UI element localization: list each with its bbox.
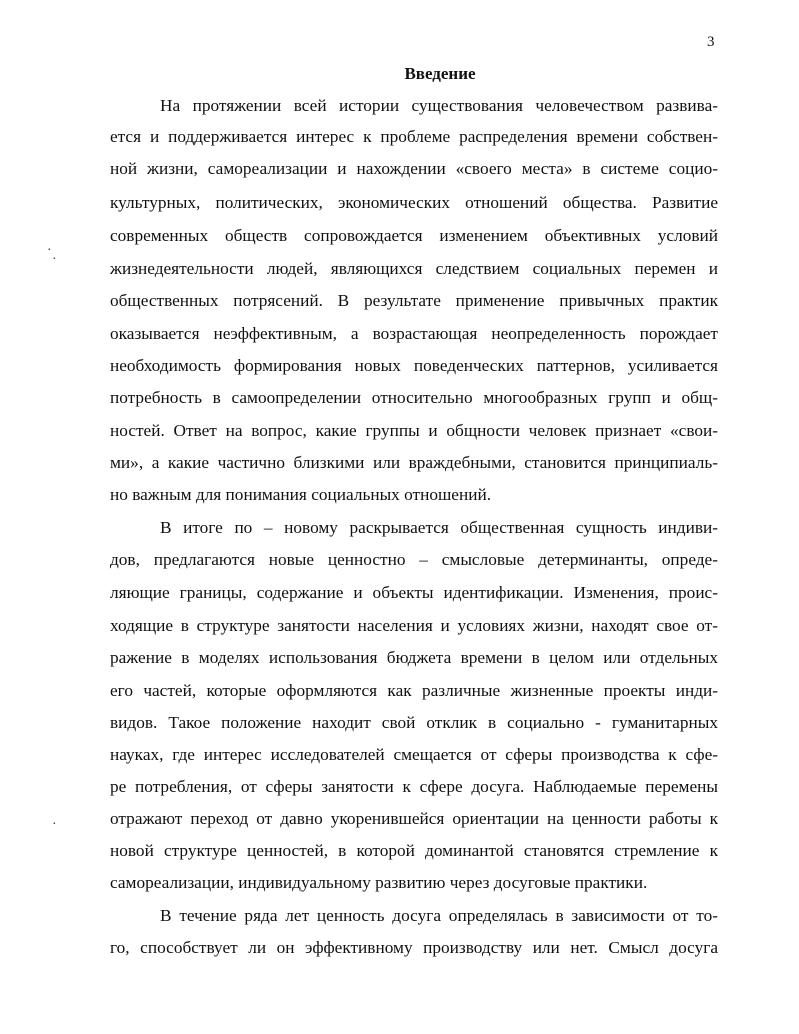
paragraph-1-line: жизнедеятельности людей, являющихся следствием социальных перемен и <box>110 259 718 278</box>
paragraph-3-line: В течение ряда лет ценность досуга определялась в зависимости от то- <box>160 906 718 925</box>
paragraph-1-line: но важным для понимания социальных отношений. <box>110 485 492 504</box>
paragraph-1-line: потребность в самоопределении относительно многообразных групп и общ- <box>110 388 718 407</box>
paragraph-2-line: видов. Такое положение находит свой отклик в социально - гуманитарных <box>110 713 718 732</box>
paragraph-2-line: ражение в моделях использования бюджета времени в целом или отдельных <box>110 648 718 667</box>
paragraph-2-line: его частей, которые оформляются как различные жизненные проекты инди- <box>110 681 718 700</box>
paragraph-2-line: дов, предлагаются новые ценностно – смысловые детерминанты, опреде- <box>110 550 718 569</box>
paragraph-2-line: отражают переход от давно укоренившейся ориентации на ценности работы к <box>110 809 718 828</box>
paragraph-1-line: оказывается неэффективным, а возрастающая неопределенность порождает <box>110 324 718 343</box>
scan-speck: · <box>52 252 57 267</box>
scan-speck: · <box>47 243 52 258</box>
paragraph-1-line: ной жизни, самореализации и нахождении «своего места» в системе социо- <box>110 159 718 178</box>
paragraph-1-line: необходимость формирования новых поведенческих паттернов, усиливается <box>110 356 718 375</box>
paragraph-3-line: го, способствует ли он эффективному производству или нет. Смысл досуга <box>110 938 718 957</box>
paragraph-1-line: ется и поддерживается интерес к проблеме распределения времени собствен- <box>110 127 718 146</box>
paragraph-1-line: На протяжении всей истории существования человечеством развива- <box>160 96 718 115</box>
page-number: 3 <box>707 34 715 50</box>
paragraph-2-line: В итоге по – новому раскрывается общественная сущность индиви- <box>160 518 718 537</box>
paragraph-1-line: культурных, политических, экономических отношений общества. Развитие <box>110 193 718 212</box>
scan-speck: · <box>52 817 57 832</box>
paragraph-2-line: самореализации, индивидуальному развитию через досуговые практики. <box>110 873 648 892</box>
paragraph-1-line: современных обществ сопровождается изменением объективных условий <box>110 226 718 245</box>
paragraph-2-line: науках, где интерес исследователей смещается от сферы производства к сфе- <box>110 745 718 764</box>
paragraph-1-line: общественных потрясений. В результате применение привычных практик <box>110 291 718 310</box>
section-heading: Введение <box>404 64 476 83</box>
paragraph-1-line: ностей. Ответ на вопрос, какие группы и общности человек признает «свои- <box>110 421 718 440</box>
paragraph-2-line: ходящие в структуре занятости населения и условиях жизни, находят свое от- <box>110 616 718 635</box>
paragraph-1-line: ми», а какие частично близкими или враждебными, становится принципиаль- <box>110 453 718 472</box>
paragraph-2-line: ляющие границы, содержание и объекты идентификации. Изменения, проис- <box>110 583 718 602</box>
paragraph-2-line: новой структуре ценностей, в которой доминантой становятся стремление к <box>110 841 718 860</box>
paragraph-2-line: ре потребления, от сферы занятости к сфере досуга. Наблюдаемые перемены <box>110 777 718 796</box>
